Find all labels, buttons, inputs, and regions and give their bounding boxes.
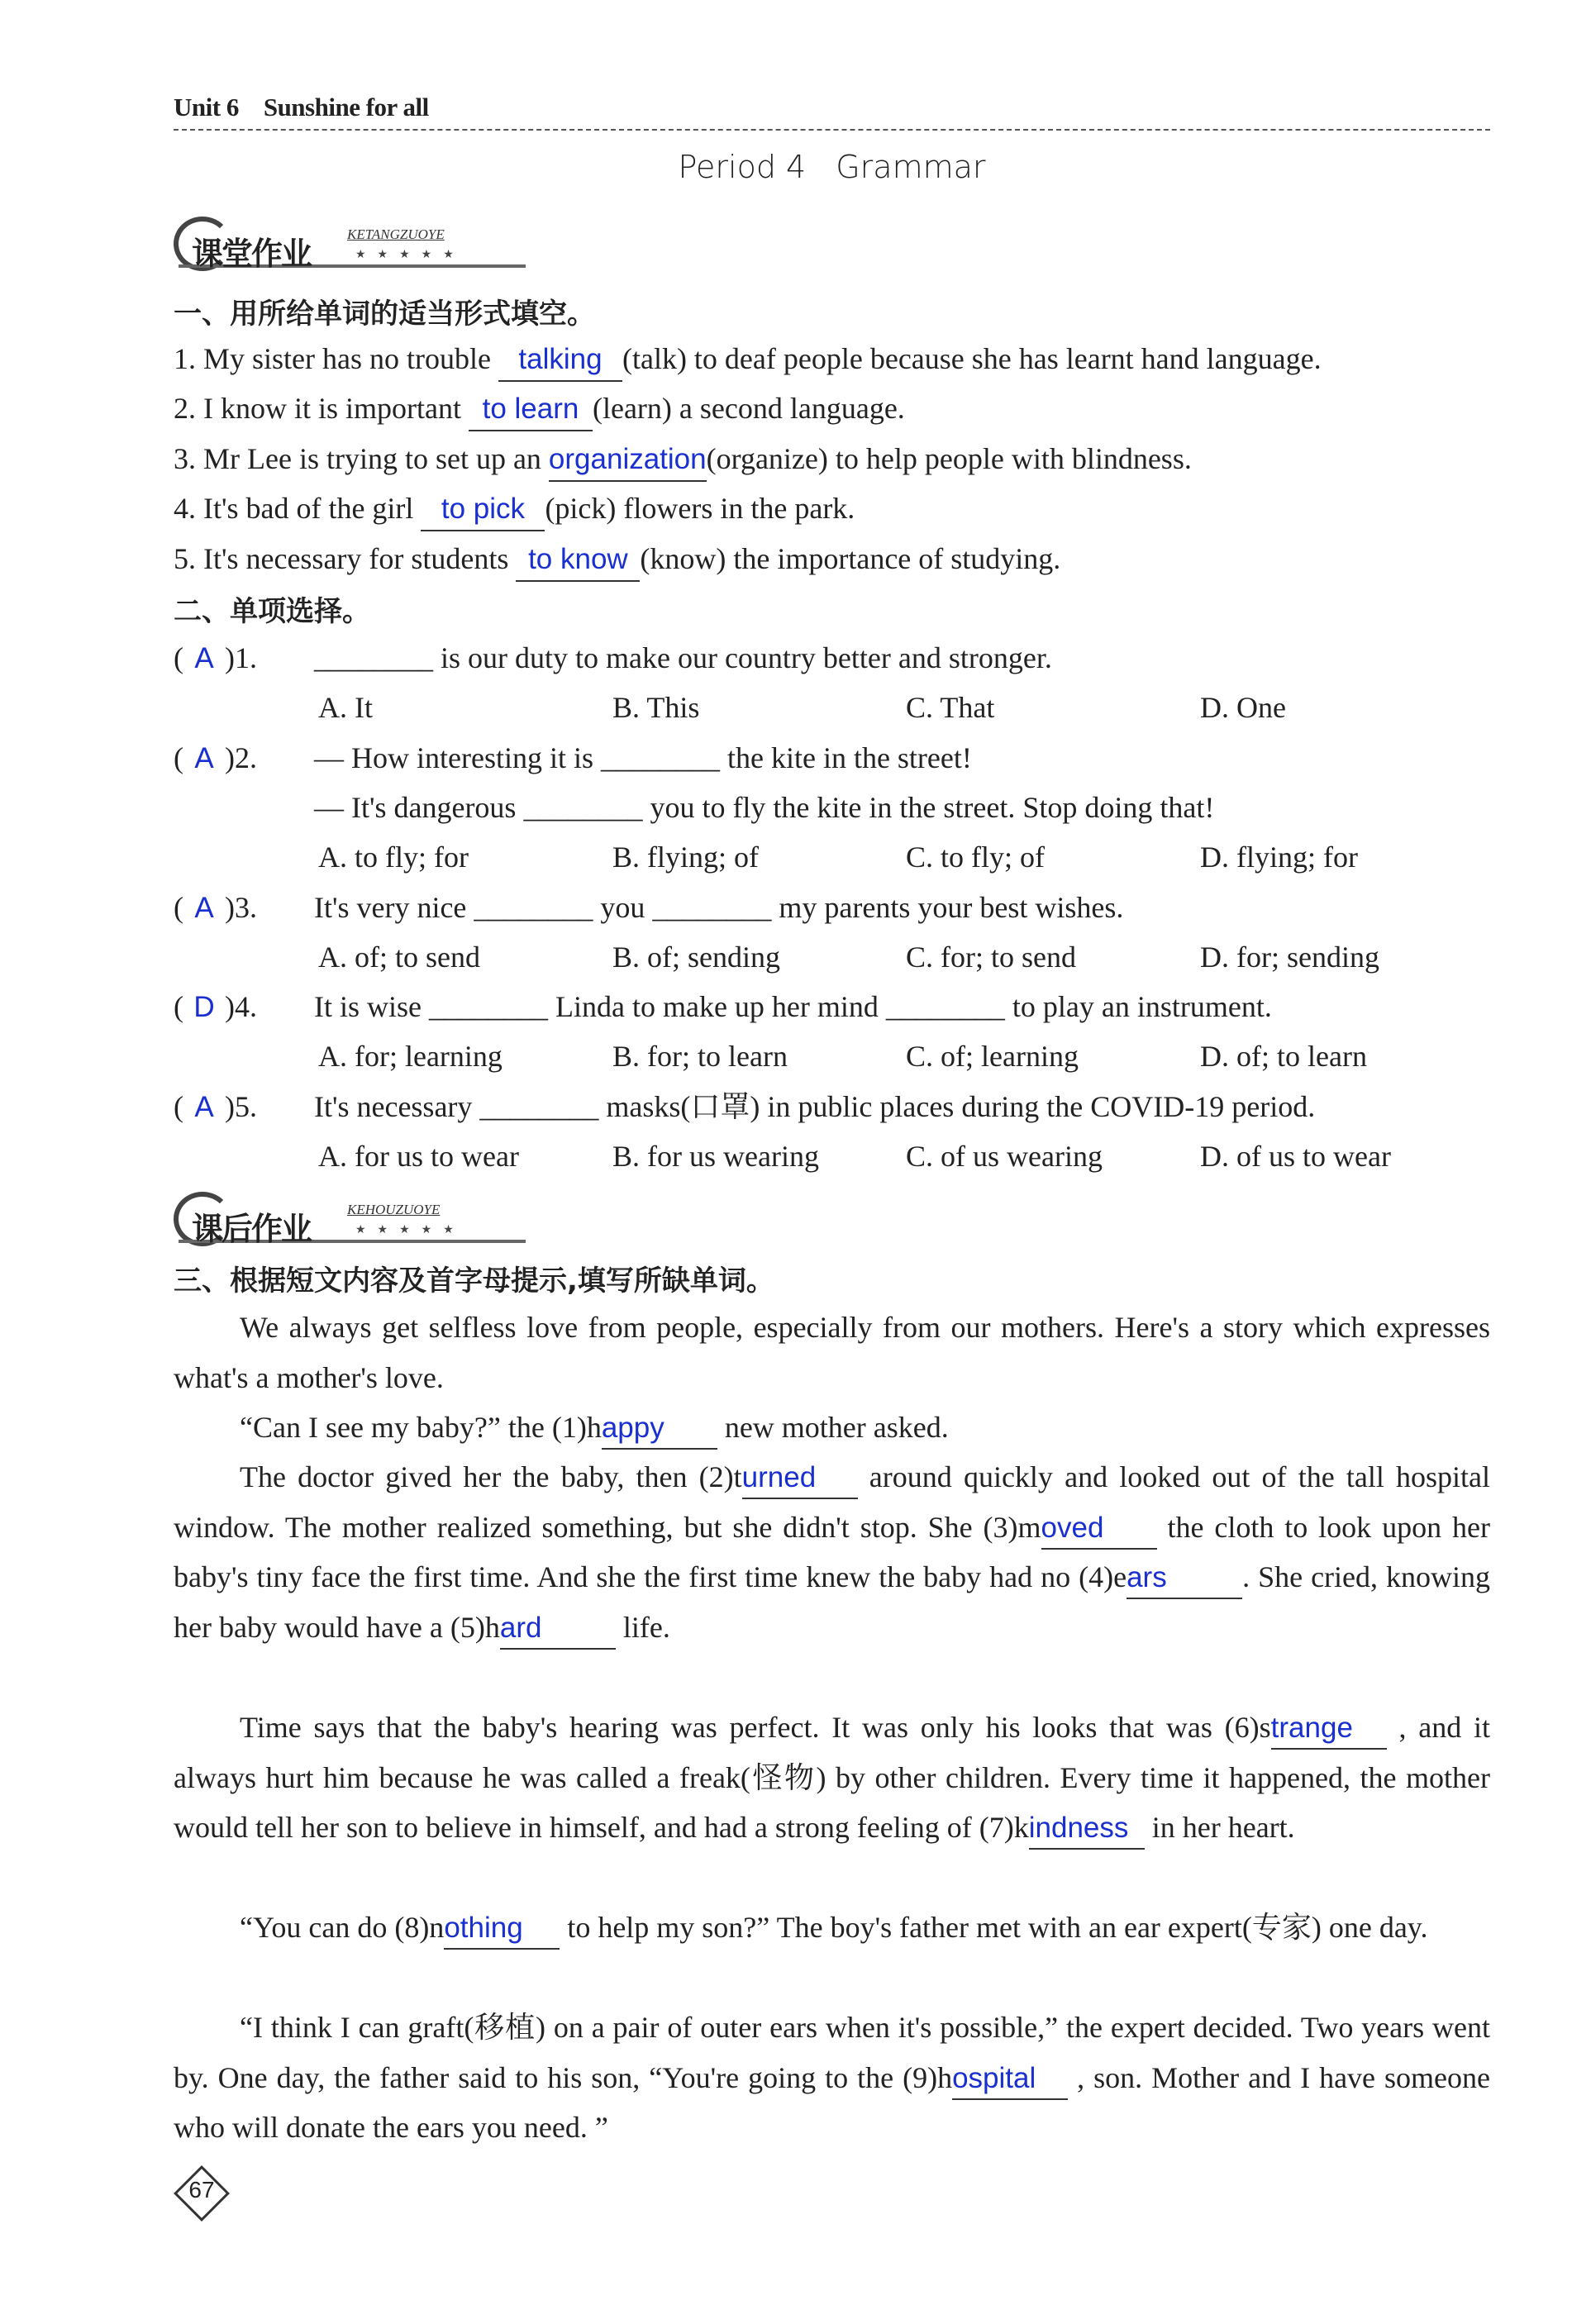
number-text: )4. — [225, 990, 257, 1024]
item-text: (know) the importance of studying. — [640, 542, 1061, 575]
fill-item — [174, 383, 905, 433]
answer: ospital — [952, 2061, 1036, 2094]
fill-item — [174, 534, 1060, 583]
answer: D — [193, 991, 215, 1024]
question-line — [174, 733, 972, 783]
option[interactable]: C. That — [906, 691, 995, 725]
option[interactable]: B. for; to learn — [612, 1040, 788, 1074]
logo-text: 课堂作业 — [192, 236, 312, 272]
option[interactable]: D. of us to wear — [1200, 1140, 1391, 1173]
number-text: )2. — [225, 741, 257, 774]
blank-9[interactable] — [952, 2061, 1068, 2100]
passage-paragraph — [174, 1452, 1490, 1652]
blank-6[interactable] — [1271, 1713, 1387, 1750]
question-text: — It's dangerous ________ you to fly the kite in the street. Stop doing that! — [314, 790, 1215, 824]
unit-title: Sunshine for all — [263, 93, 429, 121]
answer: A — [194, 642, 214, 674]
item-text: 1. My sister has no trouble — [174, 342, 498, 375]
passage-paragraph — [174, 1402, 1490, 1453]
option[interactable]: C. of us wearing — [906, 1140, 1103, 1173]
unit-label: Unit 6 — [174, 93, 239, 121]
passage-paragraph — [174, 2003, 1490, 2153]
item-text: (pick) flowers in the park. — [545, 492, 855, 525]
answer: urned — [741, 1461, 817, 1493]
options-row — [174, 832, 1490, 882]
section-logo-homework — [174, 1192, 537, 1250]
passage-paragraph — [174, 1703, 1490, 1853]
item-text: (learn) a second language. — [592, 392, 905, 425]
stars-icon: ★★★★★ — [355, 1224, 465, 1236]
options-row — [174, 1031, 1490, 1081]
answer-blank[interactable] — [498, 344, 622, 382]
answer: A — [194, 891, 214, 924]
options-row — [174, 1131, 1490, 1181]
answer: organization — [548, 443, 707, 475]
answer-blank[interactable] — [421, 493, 545, 531]
question-number: ( A )3. — [174, 883, 314, 933]
answer-blank[interactable] — [549, 444, 707, 482]
question-line — [174, 1082, 1315, 1131]
option[interactable]: B. flying; of — [612, 841, 759, 874]
answer: to know — [528, 543, 628, 575]
answer: othing — [444, 1912, 523, 1944]
passage-text: “You can do (8)n — [240, 1911, 445, 1944]
blank-3[interactable] — [1041, 1513, 1157, 1550]
option[interactable]: C. to fly; of — [906, 841, 1045, 874]
answer-blank[interactable] — [516, 544, 640, 582]
number-text: )1. — [225, 641, 257, 674]
period-label: Period 4 — [678, 149, 807, 185]
fill-item — [174, 483, 855, 533]
answer: to pick — [441, 493, 526, 525]
passage-text: “I think I can graft(移植) on a pair of outer ears when it's possible,” the expert decided. Two years went by. One day, the father said to his son, “You're going to the (9)h — [174, 2011, 1490, 2094]
question-number: ( A )1. — [174, 633, 314, 683]
passage-text: in her heart. — [1144, 1811, 1295, 1844]
answer: appy — [601, 1412, 665, 1444]
question-text: ________ is our duty to make our country better and stronger. — [314, 641, 1052, 674]
option[interactable]: A. It — [318, 691, 373, 725]
question-line — [174, 883, 1123, 932]
option[interactable]: A. for; learning — [318, 1040, 503, 1074]
question-line — [174, 982, 1272, 1031]
part1-heading: 一、用所给单词的适当形式填空。 — [174, 298, 595, 331]
answer: A — [194, 1090, 214, 1123]
fill-item — [174, 334, 1322, 383]
answer: ard — [499, 1611, 542, 1644]
answer-blank[interactable] — [469, 393, 593, 431]
passage-text: , son. Mother and I have someone who will donate the ears you need. ” — [174, 2060, 1490, 2144]
page-title — [174, 149, 1490, 185]
blank-5[interactable] — [500, 1613, 616, 1650]
passage-text: The doctor gived her the baby, then (2)t — [240, 1460, 742, 1493]
logo-pinyin: KEHOUZUOYE — [347, 1202, 441, 1217]
running-header — [174, 93, 454, 122]
options-row — [174, 932, 1490, 982]
item-text: 2. I know it is important — [174, 392, 469, 425]
part3-heading: 三、根据短文内容及首字母提示,填写所缺单词。 — [174, 1264, 774, 1298]
options-row — [174, 683, 1490, 732]
option[interactable]: B. for us wearing — [612, 1140, 819, 1173]
page-number-text: 67 — [188, 2177, 215, 2203]
part2-heading: 二、单项选择。 — [174, 595, 370, 628]
option[interactable]: D. flying; for — [1200, 841, 1358, 874]
option[interactable]: C. for; to send — [906, 940, 1076, 974]
item-text: 4. It's bad of the girl — [174, 492, 422, 525]
blank-8[interactable] — [444, 1913, 560, 1950]
option[interactable]: D. One — [1200, 691, 1286, 725]
logo-text: 课后作业 — [192, 1211, 312, 1247]
question-text: — How interesting it is ________ the kite in the street! — [314, 741, 972, 774]
question-number: ( D )4. — [174, 982, 314, 1032]
fill-item — [174, 434, 1192, 483]
blank-7[interactable] — [1029, 1813, 1145, 1850]
passage-text: life. — [615, 1610, 670, 1644]
blank-4[interactable] — [1127, 1563, 1242, 1599]
section-logo-classwork — [174, 217, 537, 274]
option[interactable]: B. of; sending — [612, 940, 780, 974]
item-text: (talk) to deaf people because she has learnt hand language. — [622, 342, 1322, 375]
option[interactable]: A. of; to send — [318, 940, 480, 974]
passage-paragraph — [174, 1302, 1490, 1402]
question-number: ( A )2. — [174, 733, 314, 783]
passage-text: , and it always hurt him because he was called a freak(怪物) by other children. Every time it happened, the mother would tell her son to believe in himself, and had a strong feeling of (7)k — [174, 1711, 1490, 1844]
blank-2[interactable] — [742, 1463, 858, 1499]
passage-text: the cloth to look upon her baby's tiny face the first time. And she the first time knew the baby had no (4)e — [174, 1510, 1490, 1593]
question-number: ( A )5. — [174, 1082, 314, 1132]
option[interactable]: A. to fly; for — [318, 841, 469, 874]
question-line — [174, 783, 1214, 832]
passage-text: . She cried, knowing her baby would have a (5)h — [174, 1560, 1491, 1644]
question-text: It's very nice ________ you ________ my parents your best wishes. — [314, 890, 1124, 924]
question-line — [174, 633, 1052, 683]
header-divider — [174, 129, 1490, 131]
page-number — [174, 2165, 230, 2222]
stars-icon: ★★★★★ — [355, 249, 465, 261]
item-text: 5. It's necessary for students — [174, 542, 517, 575]
answer: oved — [1041, 1511, 1104, 1544]
passage-text: to help my son?” The boy's father met with an ear expert(专家) one day. — [560, 1911, 1428, 1944]
item-text: 3. Mr Lee is trying to set up an — [174, 442, 549, 475]
passage-text: We always get selfless love from people, especially from our mothers. Here's a story which expresses what's a mother's love. — [174, 1311, 1490, 1394]
answer: to learn — [482, 393, 579, 425]
answer: talking — [518, 343, 603, 375]
number-text: )5. — [225, 1089, 257, 1123]
passage-paragraph — [174, 1903, 1490, 1953]
answer: A — [194, 741, 214, 774]
passage-text: Time says that the baby's hearing was perfect. It was only his looks that was (6)s — [240, 1711, 1271, 1744]
blank-1[interactable] — [602, 1413, 717, 1450]
option[interactable]: C. of; learning — [906, 1040, 1079, 1074]
passage-text: new mother asked. — [717, 1411, 949, 1444]
option[interactable]: D. of; to learn — [1200, 1040, 1367, 1074]
passage-text: around quickly and looked out of the tall hospital window. The mother realized something, but she didn't stop. She (3)m — [174, 1460, 1491, 1544]
option[interactable]: B. This — [612, 691, 700, 725]
answer: ars — [1127, 1561, 1167, 1593]
number-text: )3. — [225, 890, 257, 924]
item-text: (organize) to help people with blindness. — [706, 442, 1192, 475]
answer: trange — [1270, 1712, 1353, 1744]
passage-text: “Can I see my baby?” the (1)h — [240, 1411, 602, 1444]
question-text: It's necessary ________ masks(口罩) in public places during the COVID-19 period. — [314, 1089, 1316, 1123]
option[interactable]: A. for us to wear — [318, 1140, 519, 1173]
option[interactable]: D. for; sending — [1200, 940, 1379, 974]
question-text: It is wise ________ Linda to make up her mind ________ to play an instrument. — [314, 990, 1272, 1024]
topic-label: Grammar — [836, 149, 986, 185]
logo-pinyin: KETANGZUOYE — [347, 226, 445, 242]
answer: indness — [1028, 1812, 1129, 1844]
